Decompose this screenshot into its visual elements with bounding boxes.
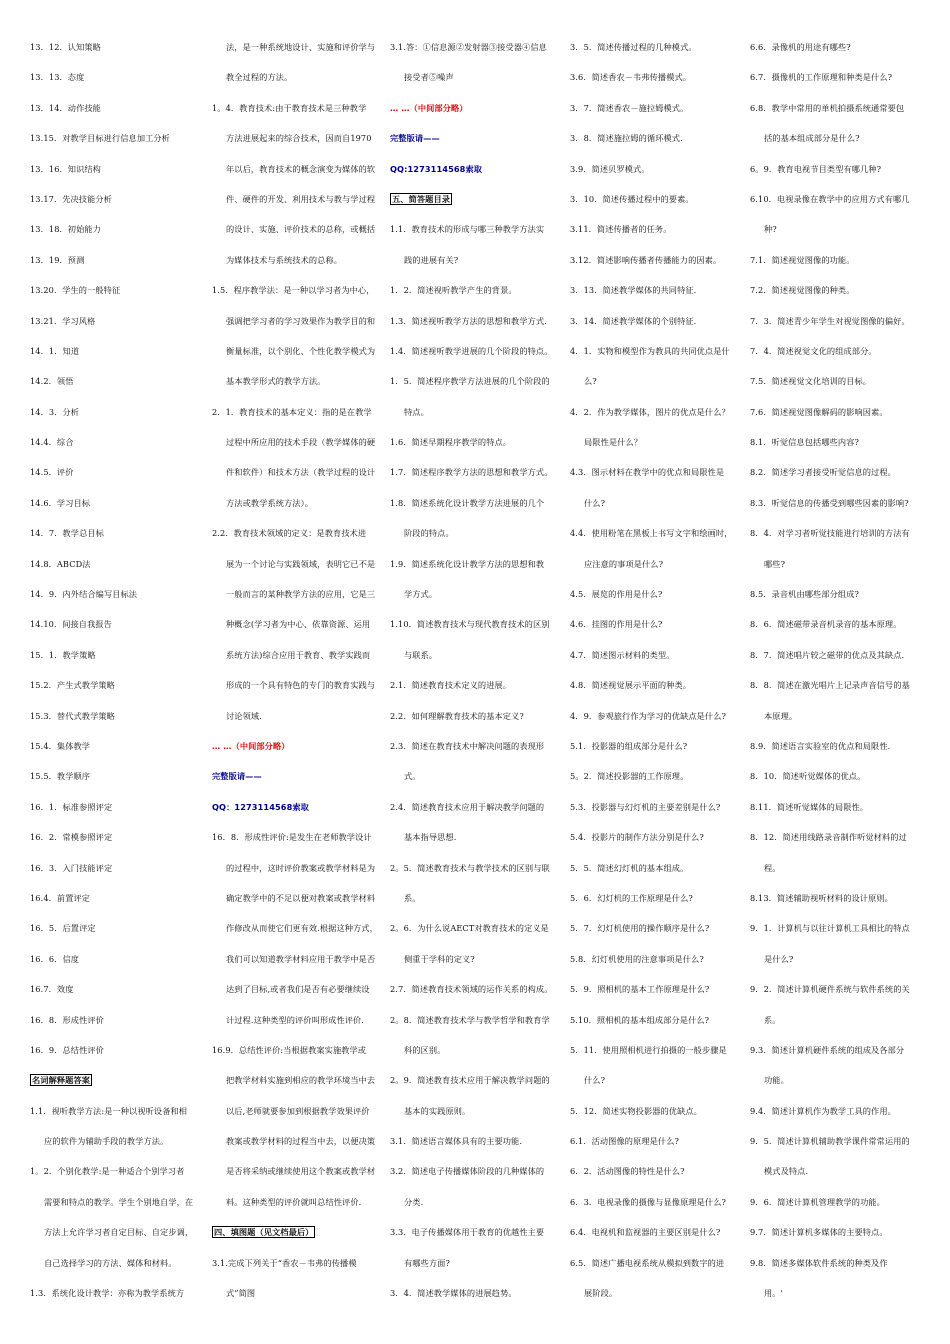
text-line: 的设计、实施、评价技术的总称，或概括 bbox=[226, 224, 376, 235]
text-line: 模式及特点. bbox=[764, 1166, 809, 1177]
text-line: 9.8．简述多媒体软件系统的种类及作 bbox=[750, 1257, 888, 1268]
text-column-1 bbox=[30, 40, 202, 1316]
text-line: 以后,老师就要参加到根据教学效果评价 bbox=[226, 1105, 370, 1116]
text-line: 1．2．简述视听教学产生的背景。 bbox=[390, 285, 517, 296]
text-line: 过程中所应用的技术手段（教学媒体的硬 bbox=[226, 437, 376, 448]
text-line: 9．6．简述计算机管理教学的功能。 bbox=[750, 1196, 885, 1207]
text-line: 14.2．领悟 bbox=[30, 376, 74, 387]
text-line: 5．9．照相机的基本工作原理是什么? bbox=[570, 984, 710, 995]
text-line: 6．3．电视录像的摄像与显像原理是什么? bbox=[570, 1196, 726, 1207]
text-line: 展为一个讨论与实践领域，表明它已不是 bbox=[226, 558, 376, 569]
text-line: 7.5．简述视觉文化培训的目标。 bbox=[750, 376, 872, 387]
text-line: 方法进展起来的综合技术，因而自1970 bbox=[226, 133, 372, 144]
text-line: 法，是一种系统地设计、实施和评价学与 bbox=[226, 42, 376, 52]
text-line: 13.20．学生的一般特征 bbox=[30, 285, 121, 296]
text-line: 16．6．信度 bbox=[30, 953, 80, 964]
text-line: 6.1．活动图像的原理是什么? bbox=[570, 1136, 679, 1147]
text-line: 应注意的事项是什么? bbox=[584, 558, 664, 569]
text-line: 1.4．简述视听教学进展的几个阶段的特点。 bbox=[390, 345, 553, 356]
text-line: 3.11．简述传播者的任务。 bbox=[570, 224, 672, 235]
text-line: 本原理。 bbox=[764, 710, 798, 721]
text-line: 13．13．态度 bbox=[30, 72, 85, 83]
text-line: 是什么? bbox=[764, 953, 794, 964]
text-line: 5．7．幻灯机使用的操作顺序是什么? bbox=[570, 923, 710, 934]
text-line: 16．3．入门技能评定 bbox=[30, 862, 113, 873]
text-column-4 bbox=[570, 40, 742, 1316]
text-line: 15.4．集体教学 bbox=[30, 740, 91, 751]
text-line: 14.5．评价 bbox=[30, 467, 74, 478]
text-line: 1.9．简述系统化设计教学方法的思想和教 bbox=[390, 558, 545, 569]
text-line: 8．10．简述听觉媒体的优点。 bbox=[750, 771, 866, 782]
contact-notice: QQ：1273114568索取 bbox=[212, 801, 309, 812]
text-line: 6.10．电视录像在教学中的应用方式有哪几 bbox=[750, 193, 910, 204]
text-line: 7．3．简述青少年学生对视觉图像的偏好。 bbox=[750, 315, 910, 326]
text-line: 件、硬件的开发、利用技术与教与学过程 bbox=[226, 193, 376, 204]
text-line: 衡量标准，以个别化、个性化教学模式为 bbox=[226, 345, 376, 356]
text-line: 教案或教学材料的过程当中去，以便决策 bbox=[226, 1136, 376, 1147]
text-line: 什么? bbox=[584, 497, 606, 508]
text-line: 8．6．简述磁带录音机录音的基本原理。 bbox=[750, 619, 902, 630]
text-line: 1.3．系统化设计教学：亦称为教学系统方 bbox=[30, 1288, 185, 1299]
text-line: 9．2．简述计算机硬件系统与软件系统的关 bbox=[750, 984, 910, 995]
text-line: 1.3．简述视听教学方法的思想和教学方式. bbox=[390, 315, 547, 326]
text-line: 15.3．替代式教学策略 bbox=[30, 710, 115, 721]
text-line: 自己选择学习的方法、媒体和材料。 bbox=[44, 1257, 177, 1268]
contact-notice: QQ:1273114568索取 bbox=[390, 163, 483, 174]
text-line: 8.11．简述听觉媒体的局限性。 bbox=[750, 801, 869, 812]
text-line: 基本教学形式的教学方法。 bbox=[226, 376, 326, 387]
text-line: 5.4．投影片的制作方法分别是什么? bbox=[570, 832, 704, 843]
text-column-3 bbox=[390, 40, 562, 1316]
text-line: 5．6．幻灯机的工作原理是什么? bbox=[570, 892, 693, 903]
section-heading-text: 名词解释题答案 bbox=[32, 1075, 91, 1086]
text-line: 14．1．知道 bbox=[30, 345, 80, 356]
section-heading-text: 五、简答题目录 bbox=[392, 193, 451, 204]
text-line: 9.7．简述计算机多媒体的主要特点。 bbox=[750, 1227, 888, 1238]
text-line: 3.1.完成下列关于“香农－韦弗的传播模 bbox=[212, 1257, 357, 1268]
text-line: 应的软件为辅助手段的教学方法。 bbox=[44, 1136, 169, 1147]
text-line: 4．9．参观旅行作为学习的优缺点是什么? bbox=[570, 710, 726, 721]
text-line: 哪些? bbox=[764, 558, 786, 569]
text-line: 计过程.这种类型的评价叫形成性评价. bbox=[226, 1014, 365, 1025]
text-line: 料。这种类型的评价就叫总结性评价. bbox=[226, 1196, 362, 1207]
text-line: 8.2．简述学习者接受听觉信息的过程。 bbox=[750, 467, 896, 478]
text-line: 3．13．简述教学媒体的共同特征. bbox=[570, 285, 697, 296]
text-line: 9.3．简述计算机硬件系统的组成及各部分 bbox=[750, 1044, 905, 1055]
text-line: 系。 bbox=[404, 892, 421, 903]
text-line: 14.4．综合 bbox=[30, 437, 74, 448]
text-line: 7.2．简述视觉图像的种类。 bbox=[750, 285, 855, 296]
text-line: 5．5．简述幻灯机的基本组成。 bbox=[570, 862, 689, 873]
text-line: 5.10．照相机的基本组成部分是什么? bbox=[570, 1014, 710, 1025]
text-line: 6.8．教学中常用的单机拍摄系统通常要包 bbox=[750, 102, 905, 113]
contact-notice: 完整版请—— bbox=[212, 771, 262, 782]
section-heading bbox=[390, 192, 562, 222]
text-line: 5.1．投影器的组成部分是什么? bbox=[570, 740, 688, 751]
text-line: 践的进展有关? bbox=[404, 254, 459, 265]
contact-notice: 完整版请—— bbox=[390, 133, 440, 144]
text-line: 13.17．先决技能分析 bbox=[30, 193, 112, 204]
text-line: 4．1．实物和模型作为教具的共同优点是什 bbox=[570, 345, 730, 356]
text-line: 展阶段。 bbox=[584, 1288, 618, 1299]
text-line: 式。 bbox=[404, 771, 421, 782]
text-line: 阶段的特点。 bbox=[404, 528, 454, 539]
text-line: 一般而言的某种教学方法的应用，它是三 bbox=[226, 589, 376, 600]
text-line: 4.6．挂图的作用是什么? bbox=[570, 619, 663, 630]
text-line: 8．12．简述用线路录音制作听觉材料的过 bbox=[750, 832, 907, 843]
text-line: 方法上允许学习者自定目标、自定步调， bbox=[44, 1227, 194, 1238]
text-line: 系。 bbox=[764, 1014, 781, 1025]
text-line: 作修改从而使它们更有效.根据这种方式， bbox=[226, 923, 378, 934]
text-line: 4.7．简述图示材料的类型。 bbox=[570, 649, 675, 660]
text-line: 4.3．图示材料在教学中的优点和局限性是 bbox=[570, 467, 725, 478]
text-line: 6.4．电视机和监视器的主要区别是什么? bbox=[570, 1227, 721, 1238]
text-line: 3.9．简述贝罗模式。 bbox=[570, 163, 650, 174]
text-line: 把教学材料实施到相应的教学环境当中去 bbox=[226, 1075, 376, 1086]
text-line: 1。2．个别化教学:是一种适合个别学习者 bbox=[30, 1166, 185, 1177]
text-line: 7.6．简述视觉图像解码的影响因素。 bbox=[750, 406, 888, 417]
text-line: 8．7．简述唱片较之磁带的优点及其缺点. bbox=[750, 649, 905, 660]
omitted-notice: … …（中间部分略） bbox=[212, 740, 290, 751]
text-line: 用。' bbox=[764, 1288, 783, 1299]
text-line: 6.6．录像机的用途有哪些? bbox=[750, 42, 851, 52]
text-line: 6.7．摄像机的工作原理和种类是什么? bbox=[750, 72, 893, 83]
text-line: 8．4．对学习者听觉技能进行培训的方法有 bbox=[750, 528, 910, 539]
text-line: 13．18．初始能力 bbox=[30, 224, 101, 235]
text-line: 基本指导思想. bbox=[404, 832, 457, 843]
text-line: 2。8．简述教育技术学与教学哲学和教育学 bbox=[390, 1014, 550, 1025]
text-line: 基本的实践原则。 bbox=[404, 1105, 471, 1116]
text-line: 功能。 bbox=[764, 1075, 789, 1086]
text-line: 5.8．幻灯机使用的注意事项是什么? bbox=[570, 953, 704, 964]
text-line: 1.5．程序教学法：是一种以学习者为中心， bbox=[212, 285, 375, 296]
text-line: 5.3．投影器与幻灯机的主要差别是什么? bbox=[570, 801, 721, 812]
text-line: 8．8．简述在激光唱片上记录声音信号的基 bbox=[750, 680, 910, 691]
text-line: 强调把学习者的学习效果作为教学目的和 bbox=[226, 315, 376, 326]
text-line: 2.7．简述教育技术领域的运作关系的构成。 bbox=[390, 984, 553, 995]
section-heading bbox=[212, 1225, 382, 1255]
text-line: 1.1．视听教学方法:是一种以视听设备和相 bbox=[30, 1105, 188, 1116]
text-line: 是否将采纳或继续使用这个教案或教学材 bbox=[226, 1166, 376, 1177]
text-line: 13.21．学习风格 bbox=[30, 315, 96, 326]
text-line: 3.6．简述香农－韦弗传播模式。 bbox=[570, 72, 692, 83]
text-line: 4.5．展览的作用是什么? bbox=[570, 589, 663, 600]
text-line: 9．5．简述计算机辅助教学课件常常运用的 bbox=[750, 1136, 910, 1147]
text-line: 3.1.答：①信息源②发射器③接受器④信息 bbox=[390, 42, 547, 52]
text-line: 件和软件）和技术方法（教学过程的设计 bbox=[226, 467, 376, 478]
text-line: 2．1．教育技术的基本定义：指的是在教学 bbox=[212, 406, 372, 417]
text-line: 8.5．录音机由哪些部分组成? bbox=[750, 589, 859, 600]
text-line: 3.12．简述影响传播者传播能力的因素。 bbox=[570, 254, 722, 265]
text-line: 4．2．作为教学媒体，图片的优点是什么？ bbox=[570, 406, 730, 417]
text-line: 科的区别。 bbox=[404, 1044, 446, 1055]
text-line: 达到了目标,或者我们是否有必要继续设 bbox=[226, 984, 370, 995]
text-line: 什么? bbox=[584, 1075, 606, 1086]
text-line: 接受者⑤噪声 bbox=[404, 72, 454, 83]
text-line: 3．7．简述香农－施拉姆模式。 bbox=[570, 102, 689, 113]
text-line: 2。5．简述教育技术与教学技术的区别与联 bbox=[390, 862, 550, 873]
text-line: 3．8．简述施拉姆的循环模式. bbox=[570, 133, 683, 144]
text-line: 6．2．活动图像的特性是什么? bbox=[570, 1166, 685, 1177]
text-line: 程。 bbox=[764, 862, 781, 873]
text-line: 14.6．学习目标 bbox=[30, 497, 91, 508]
text-line: 15.2．产生式教学策略 bbox=[30, 680, 115, 691]
text-line: 特点。 bbox=[404, 406, 429, 417]
text-line: 确定教学中的不足以便对教案或教学材料 bbox=[226, 892, 376, 903]
text-line: 14．3．分析 bbox=[30, 406, 80, 417]
text-line: 1.7．简述程序教学方法的思想和教学方式。 bbox=[390, 467, 553, 478]
text-line: 16．8．形成性评价:是发生在老师教学设计 bbox=[212, 832, 372, 843]
section-heading-text: 四、填图题（见文档最后） bbox=[214, 1227, 314, 1238]
text-line: 16．9．总结性评价 bbox=[30, 1044, 104, 1055]
text-line: 13.15．对教学目标进行信息加工分析 bbox=[30, 133, 170, 144]
text-line: 分类. bbox=[404, 1196, 424, 1207]
text-line: 1．5．简述程序教学方法进展的几个阶段的 bbox=[390, 376, 550, 387]
text-line: 式”简图 bbox=[226, 1288, 256, 1299]
text-line: 3．5．简述传播过程的几种模式。 bbox=[570, 42, 697, 52]
text-line: 13．19．预测 bbox=[30, 254, 85, 265]
text-line: 8.3．听觉信息的传播受到哪些因素的影响? bbox=[750, 497, 909, 508]
section-heading bbox=[30, 1073, 202, 1103]
text-line: 2.2．教育技术领域的定义：是教育技术进 bbox=[212, 528, 367, 539]
text-line: 1.8．简述系统化设计教学方法进展的几个 bbox=[390, 497, 545, 508]
text-line: 系统方法)综合应用于教育、教学实践而 bbox=[226, 649, 371, 660]
text-column-5 bbox=[750, 40, 924, 1316]
text-line: 1。4．教育技术:由于教育技术是三种教学 bbox=[212, 102, 367, 113]
text-line: 讨论领域. bbox=[226, 710, 262, 721]
text-line: 1.6．简述早期程序教学的特点。 bbox=[390, 437, 512, 448]
text-line: 5。2．简述投影器的工作原理。 bbox=[570, 771, 689, 782]
text-line: 16．5．后置评定 bbox=[30, 923, 96, 934]
text-line: 7.1．简述视觉图像的功能。 bbox=[750, 254, 855, 265]
text-line: 3.2．简述电子传播媒体阶段的几种媒体的 bbox=[390, 1166, 545, 1177]
text-line: 1.10．简述教育技术与现代教育技术的区别 bbox=[390, 619, 550, 630]
text-line: 15.5．教学顺序 bbox=[30, 771, 91, 782]
text-line: 16．2．常模参照评定 bbox=[30, 832, 113, 843]
text-line: 2。9．简述教育技术应用于解决教学问题的 bbox=[390, 1075, 550, 1086]
text-line: 2.3．简述在教育技术中解决问题的表现形 bbox=[390, 740, 545, 751]
text-line: 2.4．简述教育技术应用于解决教学问题的 bbox=[390, 801, 545, 812]
text-line: 1.1．教育技术的形成与哪三种教学方法实 bbox=[390, 224, 545, 235]
text-line: 需要和特点的教学。学生个别地自学，在 bbox=[44, 1196, 194, 1207]
text-line: 与联系。 bbox=[404, 649, 438, 660]
text-line: 为媒体技术与系统技术的总称。 bbox=[226, 254, 343, 265]
text-line: 4.4．使用粉笔在黑板上书写文字和绘画时， bbox=[570, 528, 733, 539]
text-line: 4.8．简述视觉展示平面的种类。 bbox=[570, 680, 692, 691]
text-line: 2.2．如何理解教育技术的基本定义? bbox=[390, 710, 524, 721]
text-line: 方法或教学系统方法）。 bbox=[226, 497, 314, 508]
text-column-2 bbox=[212, 40, 382, 1316]
text-line: 8.13．简述辅助视听材料的设计原则。 bbox=[750, 892, 893, 903]
text-line: 的过程中，这时评价教案或教学材料是为 bbox=[226, 862, 376, 873]
text-line: 13．12．认知策略 bbox=[30, 42, 101, 52]
text-line: 15．1．教学策略 bbox=[30, 649, 96, 660]
text-line: 16.4．前置评定 bbox=[30, 892, 91, 903]
text-line: 7．4．简述视觉文化的组成部分。 bbox=[750, 345, 877, 356]
text-line: 6。9．教育电视节目类型有哪几种? bbox=[750, 163, 882, 174]
text-line: 3．10．简述传播过程中的要素。 bbox=[570, 193, 694, 204]
text-line: 14.10．间接自我报告 bbox=[30, 619, 112, 630]
text-line: 3．4．简述教学媒体的进展趋势。 bbox=[390, 1288, 517, 1299]
text-line: 3．14．简述教学媒体的个别特征. bbox=[570, 315, 697, 326]
text-line: 5．11．使用照相机进行拍摄的一般步骤是 bbox=[570, 1044, 727, 1055]
text-line: 8.1．听觉信息包括哪些内容? bbox=[750, 437, 859, 448]
text-line: 16．1．标准参照评定 bbox=[30, 801, 113, 812]
text-line: 2.1．简述教育技术定义的进展。 bbox=[390, 680, 512, 691]
text-line: 8.9．简述语言实验室的优点和局限性. bbox=[750, 740, 891, 751]
text-line: 6.5．简述广播电视系统从模拟到数字的进 bbox=[570, 1257, 725, 1268]
text-line: 13．14．动作技能 bbox=[30, 102, 101, 113]
text-line: 教全过程的方法。 bbox=[226, 72, 293, 83]
text-line: 9．1．计算机与以往计算机工具相比的特点 bbox=[750, 923, 910, 934]
text-line: 我们可以知道教学材料应用于教学中是否 bbox=[226, 953, 376, 964]
text-line: 2。6．为什么说AECT对教育技术的定义是 bbox=[390, 923, 549, 934]
text-line: 3.1．简述语言媒体具有的主要功能. bbox=[390, 1136, 523, 1147]
text-line: 种? bbox=[764, 224, 777, 235]
text-line: 有哪些方面? bbox=[404, 1257, 450, 1268]
text-line: 种概念(学习者为中心、依靠资源、运用 bbox=[226, 619, 371, 630]
text-line: 括的基本组成部分是什么? bbox=[764, 133, 860, 144]
text-line: 年以后，教育技术的概念演变为媒体的软 bbox=[226, 163, 376, 174]
text-line: 么? bbox=[584, 376, 597, 387]
text-line: 9.4．简述计算机作为教学工具的作用。 bbox=[750, 1105, 896, 1116]
text-line: 16．8．形成性评价 bbox=[30, 1014, 104, 1025]
text-line: 16.9．总结性评价:当根据教案实施教学或 bbox=[212, 1044, 367, 1055]
text-line: 局限性是什么？ bbox=[584, 437, 643, 448]
text-line: 16.7．效度 bbox=[30, 984, 74, 995]
text-line: 3.3．电子传播媒体用于教育的优越性主要 bbox=[390, 1227, 545, 1238]
text-line: 5．12．简述实物投影器的优缺点。 bbox=[570, 1105, 702, 1116]
omitted-notice: … …（中间部分略） bbox=[390, 102, 468, 113]
text-line: 14．7．教学总目标 bbox=[30, 528, 104, 539]
text-line: 侧重于学科的定义? bbox=[404, 953, 475, 964]
text-line: 14．9．内外结合编写目标法 bbox=[30, 589, 138, 600]
text-line: 形成的一个具有特色的专门的教育实践与 bbox=[226, 680, 376, 691]
text-line: 14.8．ABCD法 bbox=[30, 558, 91, 569]
text-line: 学方式。 bbox=[404, 589, 438, 600]
text-line: 13．16．知识结构 bbox=[30, 163, 101, 174]
